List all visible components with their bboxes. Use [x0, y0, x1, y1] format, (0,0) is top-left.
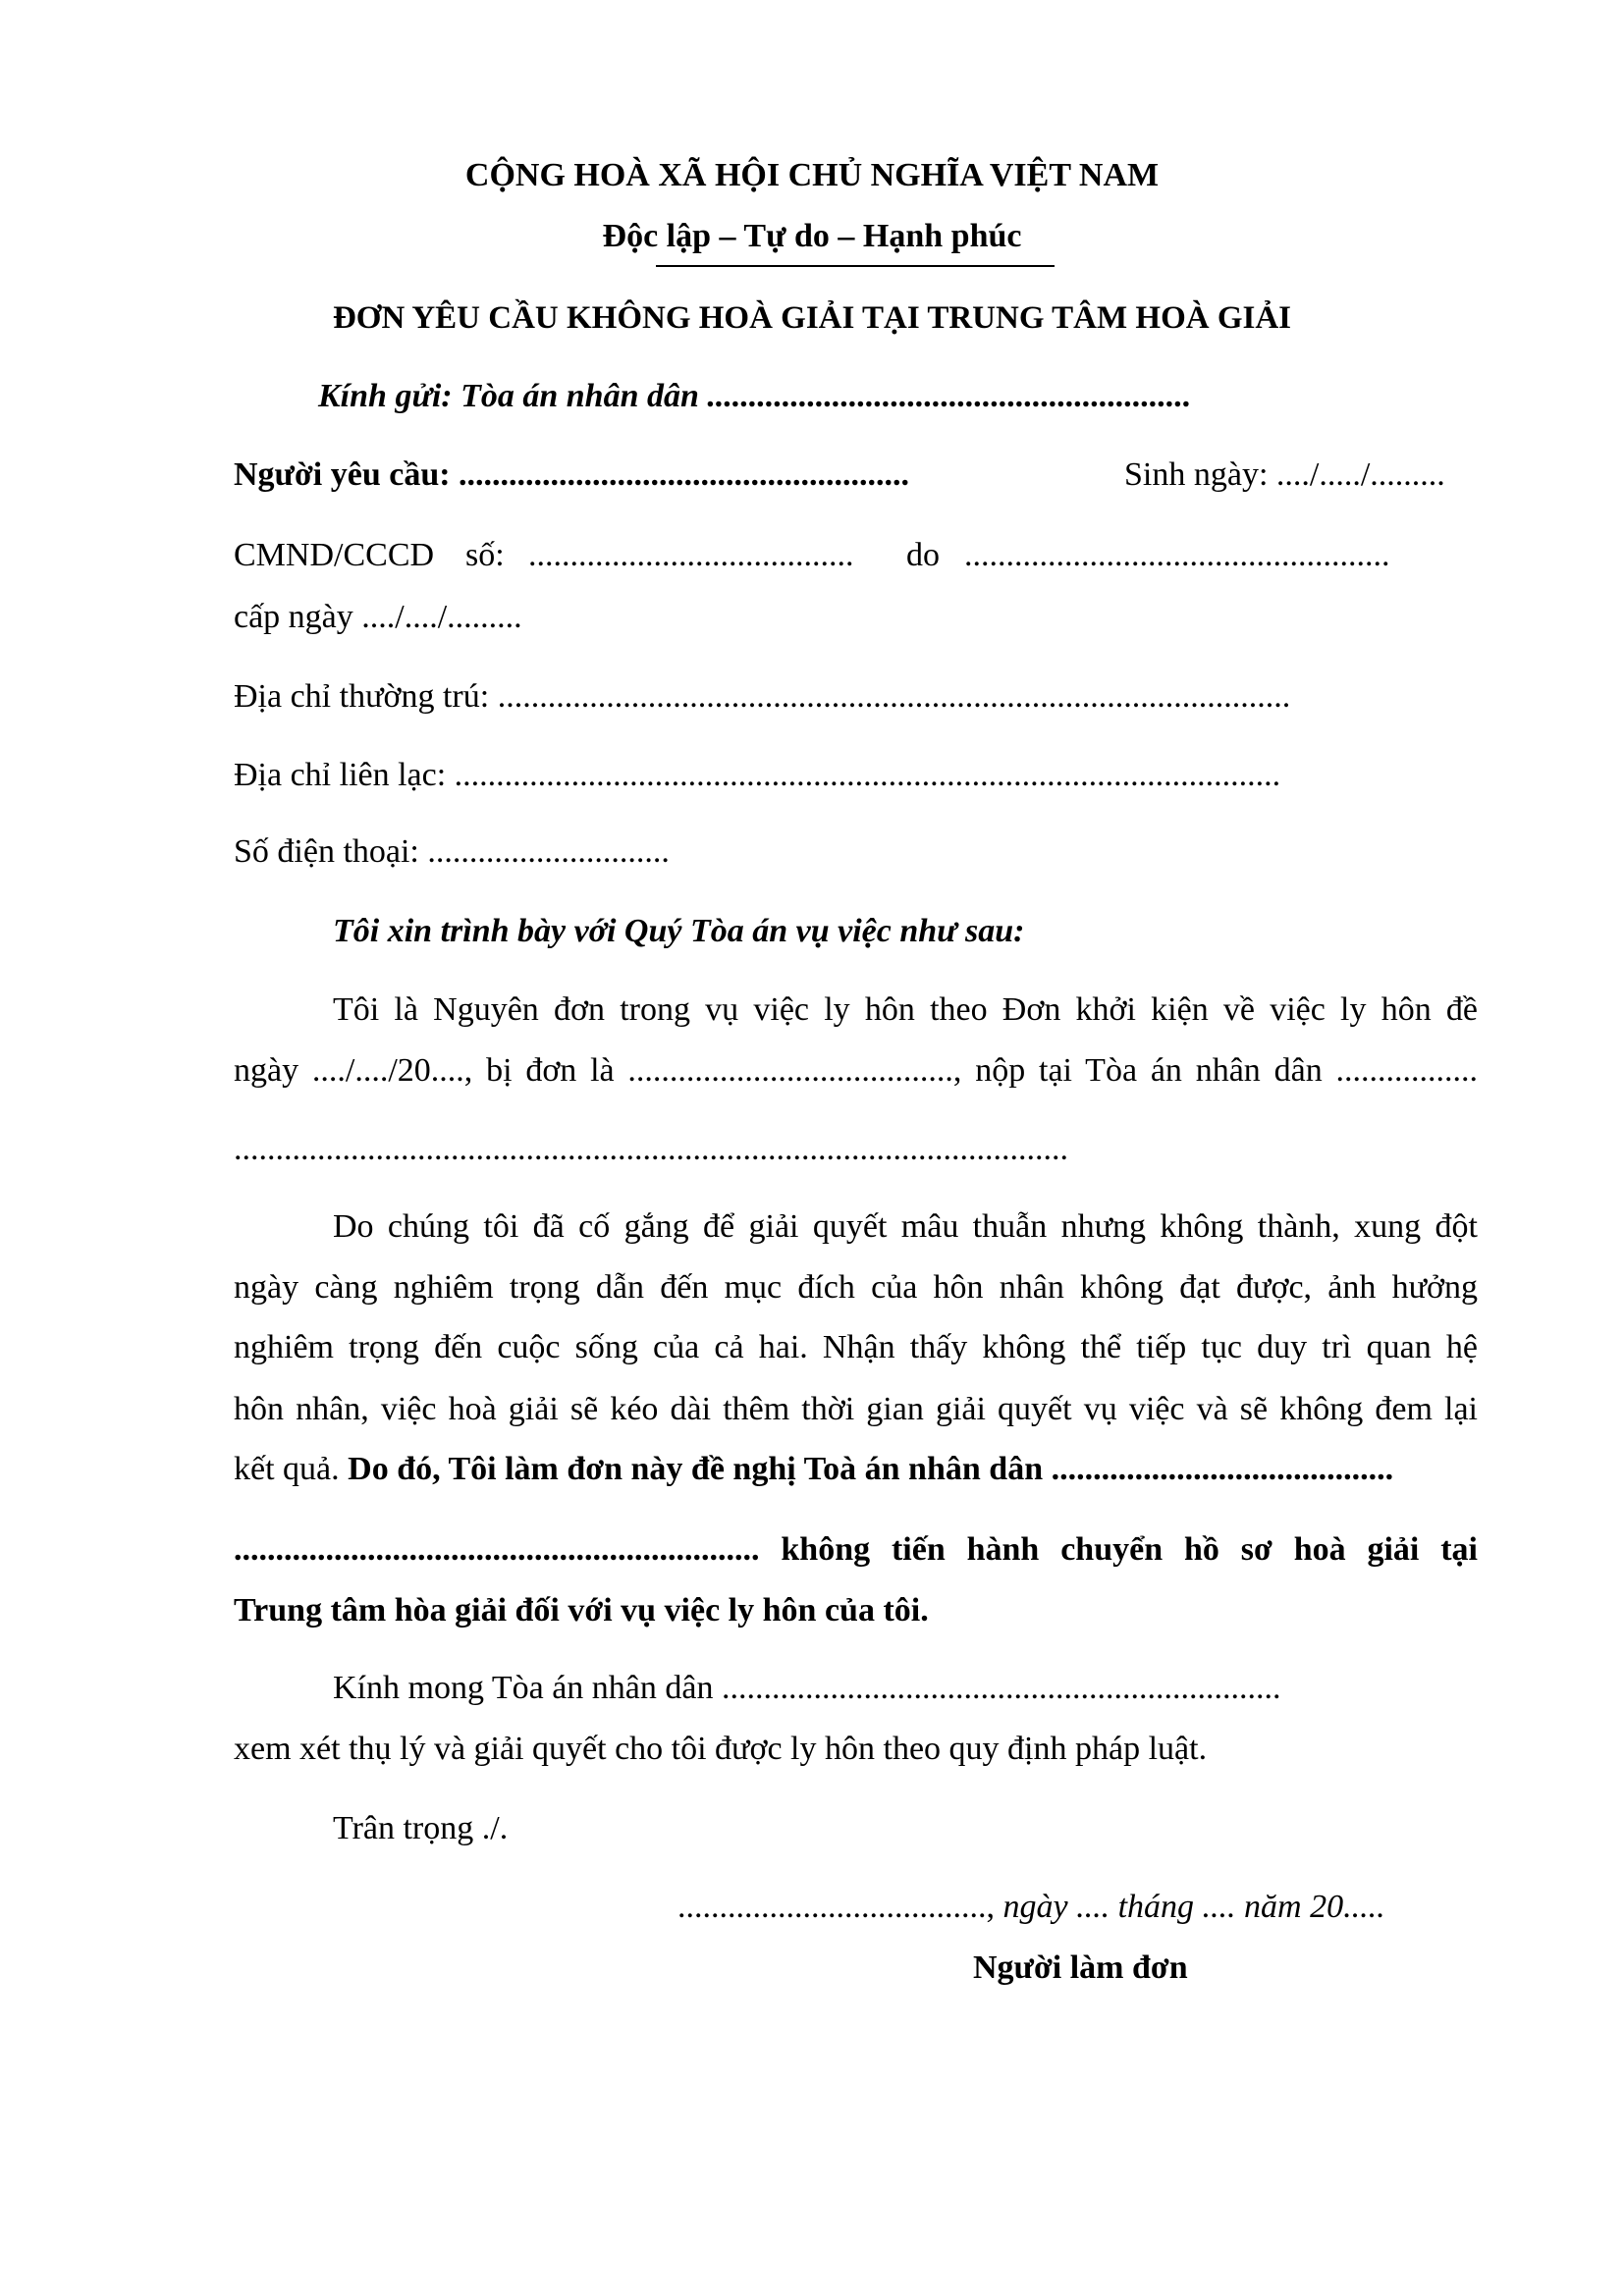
para3-line1: Kính mong Tòa án nhân dân ................................................................... — [333, 1670, 1281, 1706]
para2-line5-bold: Do đó, Tôi làm đơn này đề nghị Toà án nhân dân ......................................... — [348, 1451, 1394, 1487]
phone-field: Số điện thoại: ............................. — [234, 833, 670, 870]
para1-line1: Tôi là Nguyên đơn trong vụ việc ly hôn theo Đơn khởi kiện về việc ly hôn đề — [333, 991, 1478, 1028]
id-number-dots: ....................................... — [528, 537, 854, 573]
id-so-label: số: — [465, 537, 505, 573]
motto: Độc lập – Tự do – Hạnh phúc — [602, 218, 1022, 254]
signature-place-dots: ....................................., — [677, 1889, 995, 1925]
national-header: CỘNG HOÀ XÃ HỘI CHỦ NGHĨA VIỆT NAM — [464, 157, 1160, 193]
para2-line3: nghiêm trọng đến cuộc sống của cả hai. Nhận thấy không thể tiếp tục duy trì quan hệ — [234, 1329, 1478, 1365]
para2-line4: hôn nhân, việc hoà giải sẽ kéo dài thêm thời gian giải quyết vụ việc và sẽ không đem lại — [234, 1391, 1478, 1427]
permanent-address-field: Địa chỉ thường trú: ............................................................................................... — [234, 678, 1291, 715]
issue-date-field: cấp ngày ..../..../......... — [234, 599, 522, 635]
para2-line2: ngày càng nghiêm trọng dẫn đến mục đích của hôn nhân không đạt được, ảnh hưởng — [234, 1269, 1478, 1306]
para2-line5 — [234, 1453, 1393, 1486]
motto-underline — [656, 265, 1055, 267]
signer-label: Người làm đơn — [973, 1949, 1188, 1986]
para2-line5-plain: kết quả. — [234, 1451, 340, 1487]
signature-date-line — [677, 1891, 1385, 1924]
recipient-line — [318, 380, 1191, 413]
para3-line2: xem xét thụ lý và giải quyết cho tôi được ly hôn theo quy định pháp luật. — [234, 1731, 1208, 1767]
document-title: ĐƠN YÊU CẦU KHÔNG HOÀ GIẢI TẠI TRUNG TÂM HOÀ GIẢI — [332, 300, 1292, 336]
id-label: CMND/CCCD — [234, 537, 435, 573]
requester-field: Người yêu cầu: ...................................................... — [234, 456, 910, 493]
para2-line6: ............................................................... không tiến hành chuyển hồ sơ hoà giải tại — [234, 1531, 1478, 1568]
para2-line7: Trung tâm hòa giải đối với vụ việc ly hôn của tôi. — [234, 1592, 929, 1629]
intro-heading: Tôi xin trình bày với Quý Tòa án vụ việc như sau: — [333, 913, 1025, 949]
id-issuer-dots: ................................................... — [964, 537, 1390, 573]
recipient-text: Kính gửi: Tòa án nhân dân .......................................................... — [318, 378, 1192, 414]
para1-line3: .................................................................................................... — [234, 1131, 1068, 1167]
closing-text: Trân trọng ./. — [333, 1810, 509, 1846]
dob-field: Sinh ngày: ..../...../......... — [1124, 456, 1445, 493]
para2-line1: Do chúng tôi đã cố gắng để giải quyết mâu thuẫn nhưng không thành, xung đột — [333, 1208, 1478, 1245]
contact-address-field: Địa chỉ liên lạc: ................................................................................................... — [234, 757, 1281, 793]
signature-date: ngày .... tháng .... năm 20..... — [1002, 1889, 1385, 1925]
id-issuer-label: do — [906, 537, 940, 573]
para1-line2: ngày ..../..../20...., bị đơn là ......................................., nộp tại Tòa án nhân dân ................. — [234, 1052, 1478, 1089]
